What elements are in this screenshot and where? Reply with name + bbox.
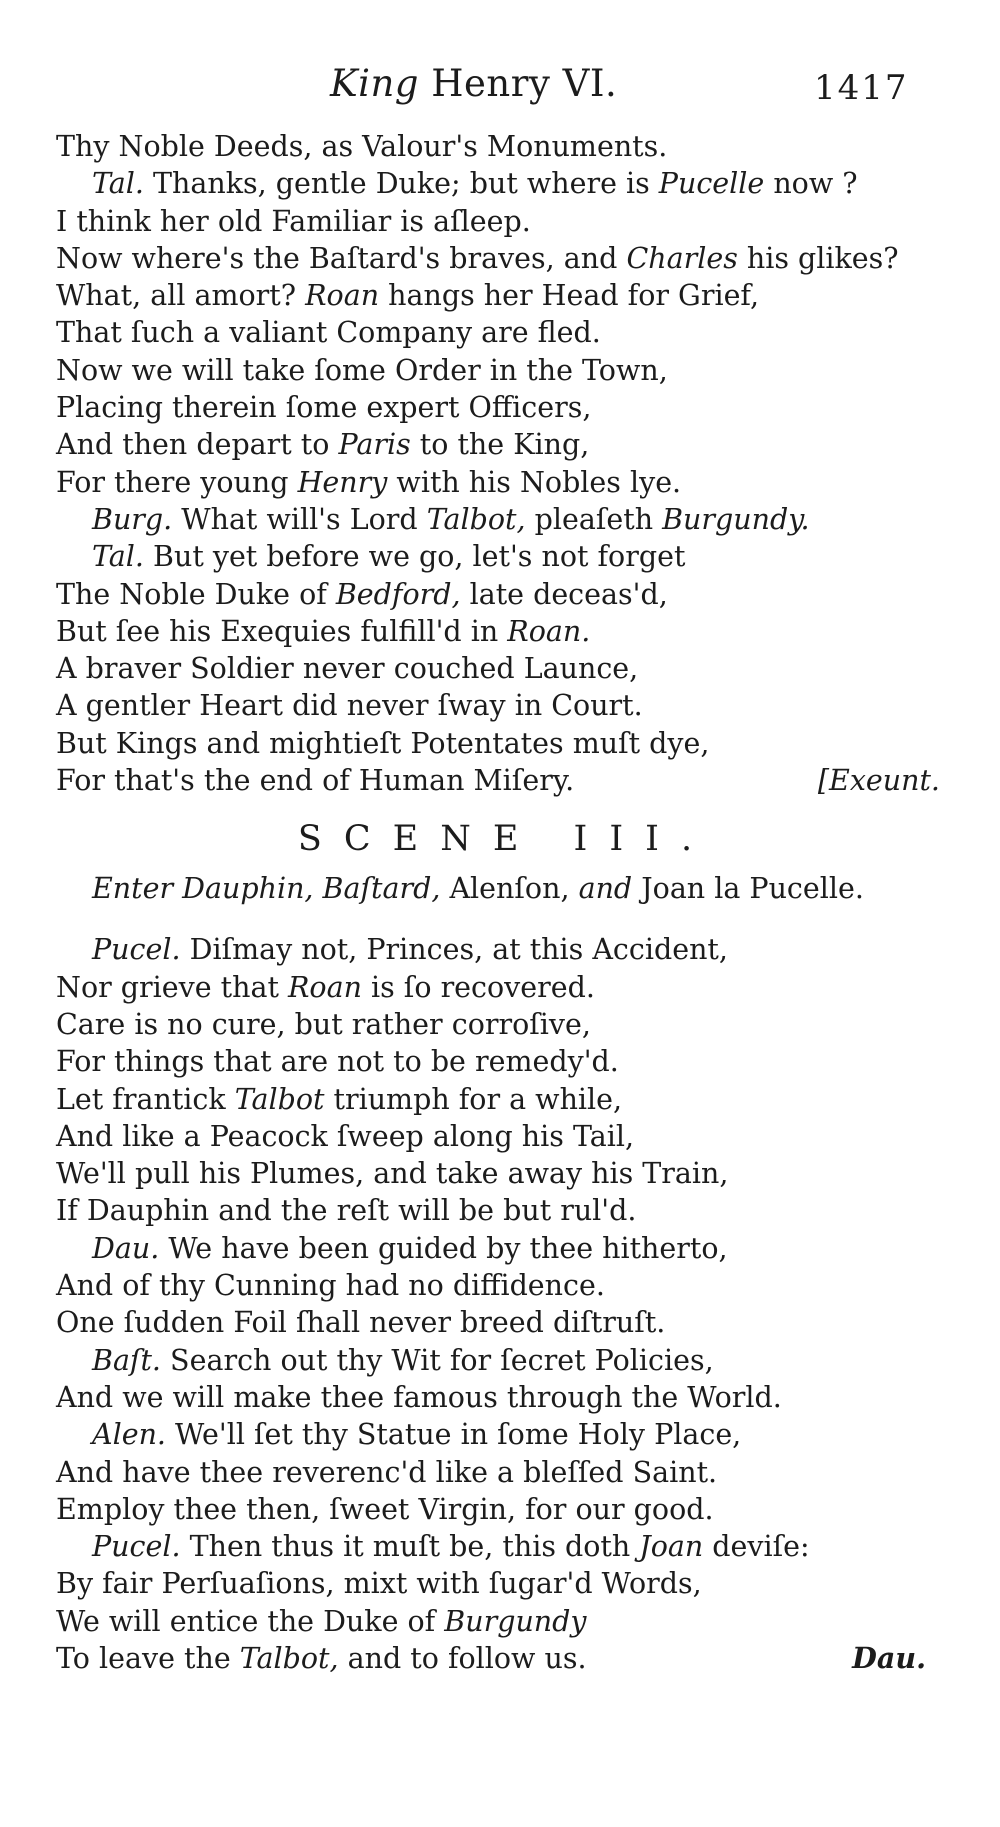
- verse-block-lower: [56, 931, 936, 1677]
- verse-line: [56, 277, 936, 314]
- roman-text: But yet before we go, let's not forget: [143, 540, 686, 574]
- roman-text: A gentler Heart did never ſway in Court.: [56, 689, 643, 723]
- page-number: 1417: [814, 68, 909, 108]
- roman-text: But Kings and mightieſt Potentates muſt dye,: [56, 726, 710, 760]
- verse-line: [56, 464, 936, 501]
- italic-text: Enter Dauphin, Baſtard,: [92, 872, 441, 906]
- italic-text: Baſt.: [92, 1343, 161, 1377]
- running-title-italic: King: [330, 62, 419, 105]
- roman-text: Search out thy Wit for ſecret Policies,: [161, 1343, 714, 1377]
- verse-line: [56, 969, 936, 1006]
- roman-text: For things that are not to be remedy'd.: [56, 1045, 619, 1079]
- roman-text: And then depart to: [56, 428, 339, 462]
- verse-line: [56, 1454, 936, 1491]
- roman-text: pleaſeth: [525, 502, 663, 536]
- verse-line: [56, 576, 936, 613]
- roman-text: And we will make thee famous through the World.: [56, 1380, 782, 1414]
- verse-line: [56, 426, 936, 463]
- italic-text: Roan: [287, 970, 362, 1004]
- roman-text: By fair Perſuaſions, mixt with ſugar'd Words,: [56, 1567, 702, 1601]
- roman-text: Employ thee then, ſweet Virgin, for our good.: [56, 1492, 714, 1526]
- roman-text: And like a Peacock ſweep along his Tail,: [56, 1119, 635, 1153]
- italic-text: Henry: [297, 465, 388, 499]
- roman-text: We'll pull his Plumes, and take away his Train,: [56, 1157, 729, 1191]
- verse-line: [56, 1640, 936, 1677]
- catchword: Dau.: [852, 1640, 926, 1675]
- italic-text: Burg.: [92, 502, 173, 536]
- roman-text: For there young: [56, 465, 298, 499]
- italic-text: Talbot,: [426, 502, 526, 536]
- verse-line: [56, 1491, 936, 1528]
- roman-text: Now where's the Baſtard's braves, and: [56, 241, 627, 275]
- verse-line: [56, 314, 936, 351]
- verse-block-upper: [56, 128, 940, 799]
- roman-text: I think her old Familiar is aſleep.: [56, 204, 531, 238]
- verse-line: [56, 1528, 936, 1565]
- roman-text: For that's the end of Human Miſery.: [56, 764, 575, 798]
- roman-text: now ?: [764, 167, 858, 201]
- verse-line: [56, 613, 936, 650]
- italic-text: Pucel.: [92, 1530, 181, 1564]
- italic-text: Talbot: [234, 1082, 325, 1116]
- italic-text: and: [578, 872, 633, 906]
- italic-text: Joan: [639, 1530, 704, 1564]
- verse-line: [56, 931, 936, 968]
- text-body: [56, 128, 940, 1677]
- roman-text: To leave the: [56, 1641, 240, 1675]
- verse-line: [56, 1304, 936, 1341]
- italic-text: Pucelle: [658, 167, 765, 201]
- verse-line: [56, 1565, 936, 1602]
- verse-line: [56, 389, 936, 426]
- roman-text: But ſee his Exequies fulfill'd in: [56, 614, 508, 648]
- running-title: [330, 62, 617, 105]
- verse-line: [56, 240, 936, 277]
- verse-line: [56, 650, 936, 687]
- verse-line: [56, 1006, 936, 1043]
- roman-text: and to follow us.: [338, 1641, 587, 1675]
- roman-text: Care is no cure, but rather corroſive,: [56, 1007, 591, 1041]
- roman-text: Placing therein ſome expert Officers,: [56, 391, 592, 425]
- roman-text: late deceas'd,: [460, 577, 668, 611]
- italic-text: Burgundy.: [662, 502, 810, 536]
- roman-text: And of thy Cunning had no diffidence.: [56, 1269, 605, 1303]
- roman-text: We have been guided by thee hitherto,: [159, 1231, 728, 1265]
- roman-text: Let frantick: [56, 1082, 235, 1116]
- roman-text: Then thus it muſt be, this doth: [180, 1530, 640, 1564]
- roman-text: Diſmay not, Princes, at this Accident,: [180, 933, 728, 967]
- roman-text: The Noble Duke of: [56, 577, 336, 611]
- verse-line: [56, 128, 936, 165]
- verse-line: [56, 1192, 936, 1229]
- roman-text: One ſudden Foil ſhall never breed diſtruſt.: [56, 1306, 666, 1340]
- italic-text: Pucel.: [92, 933, 181, 967]
- verse-line: [56, 725, 936, 762]
- italic-text: Alen.: [92, 1418, 166, 1452]
- roman-text: Thy Noble Deeds, as Valour's Monuments.: [56, 130, 668, 163]
- roman-text: hangs her Head for Grief,: [379, 279, 760, 313]
- verse-line: [56, 762, 940, 799]
- roman-text: deviſe:: [703, 1530, 810, 1564]
- stage-direction: [56, 869, 936, 909]
- roman-text: If Dauphin and the reſt will be but rul'd.: [56, 1194, 637, 1228]
- italic-text: Tal.: [92, 167, 144, 201]
- verse-line: [56, 1230, 936, 1267]
- roman-text: What will's Lord: [172, 502, 427, 536]
- exit-direction: [Exeunt.: [817, 764, 940, 798]
- italic-text: Charles: [626, 241, 738, 275]
- verse-line: [56, 1267, 936, 1304]
- italic-text: Talbot,: [239, 1641, 339, 1675]
- roman-text: with his Nobles lye.: [387, 465, 682, 499]
- verse-line: [56, 1118, 936, 1155]
- roman-text: Thanks, gentle Duke; but where is: [143, 167, 659, 201]
- verse-line: [56, 1603, 936, 1640]
- roman-text: triumph for a while,: [324, 1082, 623, 1116]
- verse-line: [56, 501, 936, 538]
- roman-text: Nor grieve that: [56, 970, 288, 1004]
- roman-text: Now we will take ſome Order in the Town,: [56, 353, 668, 387]
- scene-title: SCENE III.: [297, 819, 715, 860]
- italic-text: Burgundy: [444, 1604, 587, 1638]
- roman-text: We'll ſet thy Statue in ſome Holy Place,: [165, 1418, 742, 1452]
- verse-line: [56, 1416, 936, 1453]
- page-header: [0, 62, 1000, 112]
- verse-line: [56, 203, 936, 240]
- italic-text: Paris: [338, 428, 411, 462]
- italic-text: Roan: [305, 279, 380, 313]
- roman-text: is ſo recovered.: [361, 970, 595, 1004]
- italic-text: Roan.: [507, 614, 591, 648]
- running-title-roman: Henry VI.: [431, 62, 618, 105]
- verse-line: [56, 1342, 936, 1379]
- roman-text: Joan la Pucelle.: [632, 872, 864, 906]
- roman-text: That ſuch a valiant Company are fled.: [56, 316, 601, 350]
- verse-line: [56, 1379, 936, 1416]
- roman-text: We will entice the Duke of: [56, 1604, 445, 1638]
- verse-line: [56, 1043, 936, 1080]
- verse-line: [56, 165, 936, 202]
- italic-text: Bedford,: [335, 577, 461, 611]
- italic-text: Tal.: [92, 540, 144, 574]
- roman-text: And have thee reverenc'd like a bleſſed Saint.: [56, 1455, 718, 1489]
- roman-text: What, all amort?: [56, 279, 306, 313]
- verse-line: [56, 687, 936, 724]
- roman-text: to the King,: [410, 428, 590, 462]
- verse-line: [56, 1081, 936, 1118]
- italic-text: Dau.: [92, 1231, 160, 1265]
- roman-text: A braver Soldier never couched Launce,: [56, 652, 639, 686]
- verse-line: [56, 1155, 936, 1192]
- roman-text: Alenſon,: [440, 872, 579, 906]
- verse-line: [56, 538, 936, 575]
- roman-text: his glikes?: [737, 241, 899, 275]
- verse-line: [56, 352, 936, 389]
